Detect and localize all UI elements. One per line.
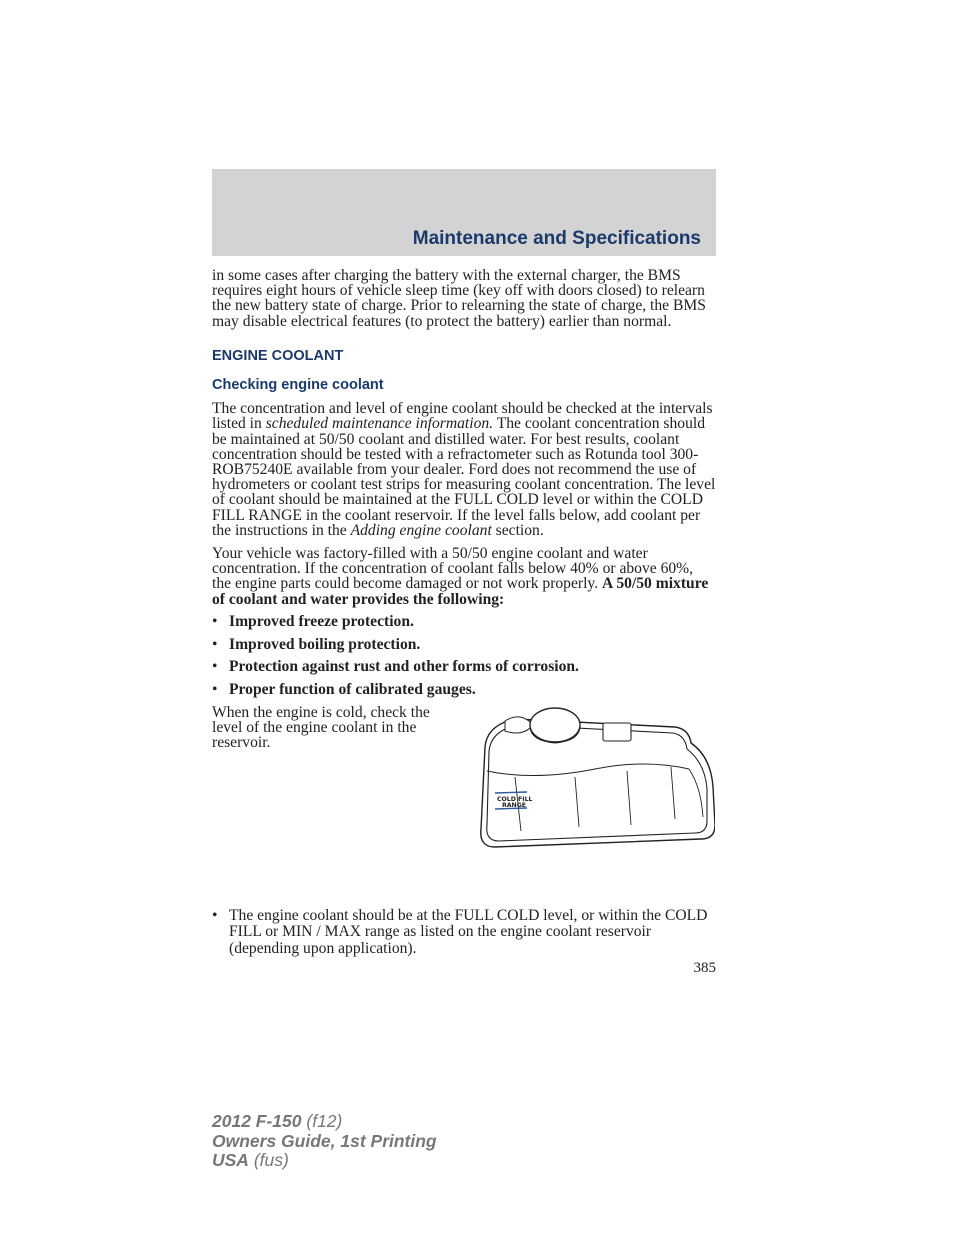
cold-fill-max-line xyxy=(495,792,527,793)
text-run: The coolant concentration should be maintained at 50/50 coolant and distilled water. For best results, coolant concentration should be tested with a refractometer such as Rotunda tool 300-ROB75240E available from your dealer. Ford does not recommend the use of hydrometers or coolant test strips for measuring coolant concentration. The level of coolant should be maintained at the FULL COLD level or within the COLD FILL RANGE in the coolant reservoir. If the level falls below, add coolant per the instructions in the xyxy=(212,415,716,539)
text-run: The concentration and level of engine coolant should be checked at the intervals listed in xyxy=(212,400,713,433)
benefits-list xyxy=(212,614,716,698)
coolant-reservoir-illustration xyxy=(475,707,715,852)
footer-market-code: (fus) xyxy=(248,1150,289,1170)
section-heading: ENGINE COOLANT xyxy=(212,347,344,364)
reservoir-cap xyxy=(530,708,580,742)
footer-model-code: (f12) xyxy=(301,1111,343,1131)
bold-text-run: A 50/50 mixture of coolant and water provides the following: xyxy=(212,575,709,608)
list-item: • Proper function of calibrated gauges. xyxy=(212,682,716,697)
mixture-paragraph xyxy=(212,546,716,607)
coolant-level-note xyxy=(212,908,716,957)
footer-line-market xyxy=(212,1151,437,1171)
page-content xyxy=(212,268,716,870)
cold-check-paragraph: When the engine is cold, check the level of the engine coolant in the reservoir. xyxy=(212,704,430,752)
coolant-paragraph xyxy=(212,401,716,538)
cold-fill-label: COLD FILL xyxy=(497,796,533,804)
section-title: Maintenance and Specifications xyxy=(412,228,701,249)
page-number: 385 xyxy=(693,960,716,976)
list-item: • The engine coolant should be at the FULL COLD level, or within the COLD FILL or MIN / MAX range as listed on the engine coolant reservoir (depending upon application). xyxy=(212,908,716,957)
document-footer xyxy=(212,1112,437,1171)
subsection-heading: Checking engine coolant xyxy=(212,377,384,394)
section-header-band xyxy=(212,169,716,256)
footer-market: USA xyxy=(212,1150,249,1170)
list-item: • Improved freeze protection. xyxy=(212,614,716,629)
cold-check-block xyxy=(212,705,716,870)
footer-line-model xyxy=(212,1112,437,1132)
link-text-scheduled-maintenance: scheduled maintenance information. xyxy=(265,415,494,433)
list-item: • Improved boiling protection. xyxy=(212,637,716,652)
text-run: Your vehicle was factory-filled with a 50/50 engine coolant and water concentration. If the concentration of coolant falls below 40% or above 60%, the engine parts could become damaged or not work properly. xyxy=(212,545,694,593)
footer-model: 2012 F-150 xyxy=(212,1111,302,1131)
range-label: RANGE xyxy=(502,802,527,810)
intro-paragraph: in some cases after charging the battery with the external charger, the BMS requires eight hours of vehicle sleep time (key off with doors closed) to relearn the new battery state of charge. Prior to relearning the state of charge, the BMS may disable electrical features (to protect the battery) earlier than normal. xyxy=(212,267,706,330)
list-item: • Protection against rust and other forms of corrosion. xyxy=(212,659,716,674)
footer-line-edition: Owners Guide, 1st Printing xyxy=(212,1130,437,1151)
link-text-adding-coolant: Adding engine coolant xyxy=(350,521,492,539)
reservoir-vent-plate xyxy=(603,723,631,741)
text-run: section. xyxy=(491,521,544,539)
